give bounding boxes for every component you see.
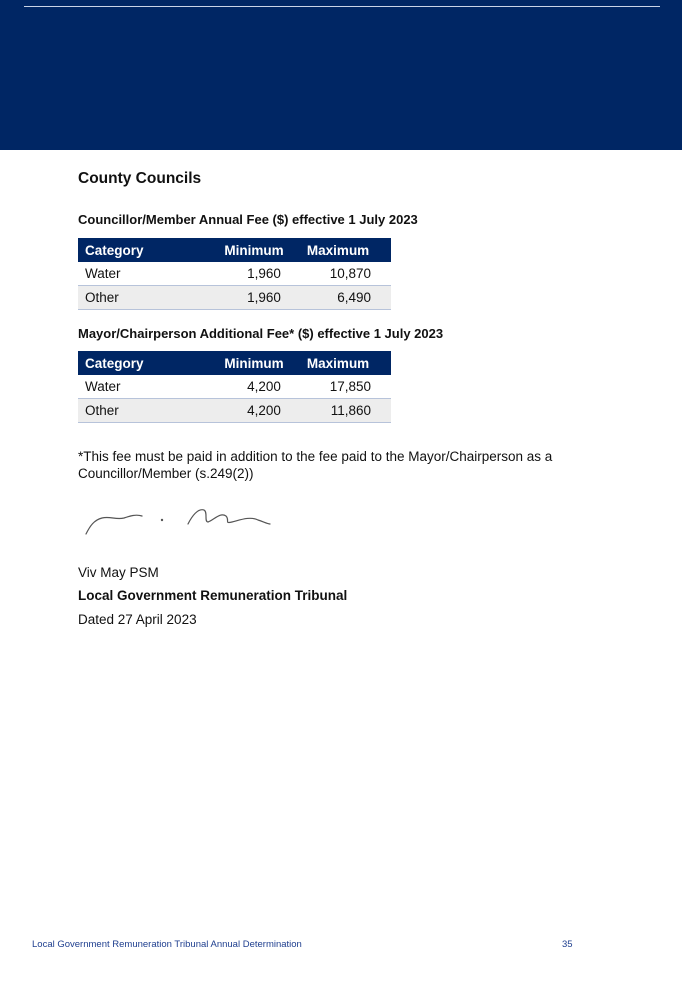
councillor-fee-table — [78, 238, 391, 310]
header-category: Category — [78, 238, 206, 262]
header-banner — [0, 0, 682, 150]
cell-minimum: 1,960 — [206, 286, 300, 310]
table-row — [78, 286, 391, 310]
header-category: Category — [78, 351, 206, 375]
signatory-name: Viv May PSM — [78, 565, 159, 580]
table-caption-mayor-fee: Mayor/Chairperson Additional Fee* ($) effective 1 July 2023 — [78, 326, 444, 341]
table-header-row — [78, 238, 391, 262]
cell-minimum: 1,960 — [206, 262, 300, 286]
signature-date: Dated 27 April 2023 — [78, 612, 197, 627]
cell-maximum: 11,860 — [300, 399, 391, 423]
header-minimum: Minimum — [206, 351, 300, 375]
table-header-row — [78, 351, 391, 375]
signatory-organisation: Local Government Remuneration Tribunal — [78, 588, 348, 603]
cell-category: Water — [78, 375, 206, 399]
header-minimum: Minimum — [206, 238, 300, 262]
signature-image — [80, 498, 276, 544]
cell-maximum: 10,870 — [300, 262, 391, 286]
header-maximum: Maximum — [300, 351, 391, 375]
cell-category: Water — [78, 262, 206, 286]
fee-footnote: *This fee must be paid in addition to the fee paid to the Mayor/Chairperson as a Councillor/Member (s.249(2)) — [78, 449, 553, 481]
footer-document-title: Local Government Remuneration Tribunal Annual Determination — [32, 939, 302, 950]
section-title: County Councils — [78, 170, 202, 187]
banner-divider — [24, 6, 660, 7]
cell-category: Other — [78, 286, 206, 310]
mayor-fee-table — [78, 351, 391, 423]
table-caption-councillor-fee: Councillor/Member Annual Fee ($) effective 1 July 2023 — [78, 212, 418, 227]
header-maximum: Maximum — [300, 238, 391, 262]
cell-minimum: 4,200 — [206, 399, 300, 423]
cell-maximum: 17,850 — [300, 375, 391, 399]
table-row — [78, 262, 391, 286]
cell-category: Other — [78, 399, 206, 423]
footer-page-number: 35 — [562, 939, 573, 950]
table-row — [78, 375, 391, 399]
cell-maximum: 6,490 — [300, 286, 391, 310]
table-row — [78, 399, 391, 423]
cell-minimum: 4,200 — [206, 375, 300, 399]
